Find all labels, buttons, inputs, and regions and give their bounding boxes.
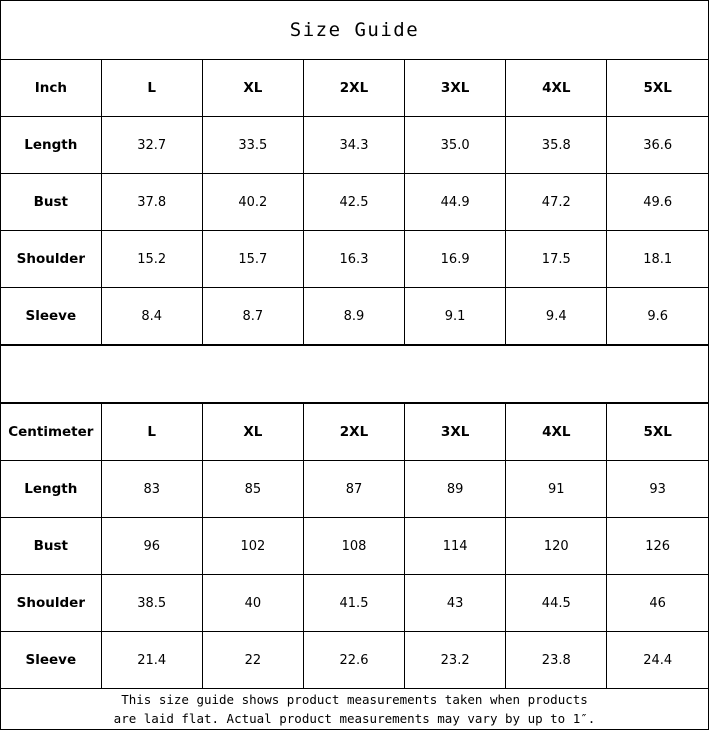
unit-label-inch: Inch	[1, 60, 101, 117]
table-row	[1, 288, 708, 345]
row-label: Shoulder	[1, 231, 101, 288]
measurement-cell: 85	[202, 461, 303, 518]
measurement-cell: 38.5	[101, 575, 202, 632]
measurement-cell: 9.6	[607, 288, 708, 345]
measurement-cell: 36.6	[607, 117, 708, 174]
measurement-cell: 21.4	[101, 632, 202, 689]
measurement-cell: 24.4	[607, 632, 708, 689]
size-table-centimeter	[1, 403, 708, 689]
measurement-cell: 15.7	[202, 231, 303, 288]
measurement-cell: 89	[405, 461, 506, 518]
measurement-cell: 47.2	[506, 174, 607, 231]
row-label: Sleeve	[1, 632, 101, 689]
table-row	[1, 632, 708, 689]
measurement-cell: 93	[607, 461, 708, 518]
table-header-row	[1, 60, 708, 117]
measurement-cell: 126	[607, 518, 708, 575]
measurement-cell: 9.4	[506, 288, 607, 345]
measurement-cell: 40	[202, 575, 303, 632]
table-separator	[1, 345, 708, 403]
table-row	[1, 518, 708, 575]
unit-label-centimeter: Centimeter	[1, 404, 101, 461]
measurement-cell: 22	[202, 632, 303, 689]
measurement-cell: 114	[405, 518, 506, 575]
measurement-cell: 16.9	[405, 231, 506, 288]
measurement-cell: 91	[506, 461, 607, 518]
measurement-cell: 42.5	[303, 174, 404, 231]
measurement-cell: 9.1	[405, 288, 506, 345]
measurement-cell: 8.9	[303, 288, 404, 345]
column-header-size: 2XL	[303, 404, 404, 461]
row-label: Sleeve	[1, 288, 101, 345]
table-row	[1, 575, 708, 632]
measurement-cell: 43	[405, 575, 506, 632]
measurement-cell: 22.6	[303, 632, 404, 689]
column-header-size: 5XL	[607, 404, 708, 461]
column-header-size: 5XL	[607, 60, 708, 117]
measurement-cell: 44.5	[506, 575, 607, 632]
measurement-cell: 17.5	[506, 231, 607, 288]
measurement-cell: 40.2	[202, 174, 303, 231]
row-label: Length	[1, 461, 101, 518]
measurement-cell: 33.5	[202, 117, 303, 174]
column-header-size: L	[101, 404, 202, 461]
measurement-cell: 46	[607, 575, 708, 632]
column-header-size: 3XL	[405, 60, 506, 117]
table-row	[1, 461, 708, 518]
column-header-size: XL	[202, 404, 303, 461]
row-label: Length	[1, 117, 101, 174]
size-table-inch	[1, 59, 708, 345]
table-header-row	[1, 404, 708, 461]
measurement-cell: 23.2	[405, 632, 506, 689]
measurement-cell: 8.4	[101, 288, 202, 345]
measurement-cell: 44.9	[405, 174, 506, 231]
measurement-cell: 35.0	[405, 117, 506, 174]
note-line-1: This size guide shows product measurements taken when products	[121, 692, 588, 707]
measurement-cell: 49.6	[607, 174, 708, 231]
measurement-cell: 18.1	[607, 231, 708, 288]
measurement-cell: 35.8	[506, 117, 607, 174]
column-header-size: L	[101, 60, 202, 117]
measurement-cell: 41.5	[303, 575, 404, 632]
measurement-cell: 23.8	[506, 632, 607, 689]
column-header-size: 4XL	[506, 404, 607, 461]
table-row	[1, 231, 708, 288]
row-label: Shoulder	[1, 575, 101, 632]
table-row	[1, 117, 708, 174]
row-label: Bust	[1, 518, 101, 575]
column-header-size: 4XL	[506, 60, 607, 117]
column-header-size: 2XL	[303, 60, 404, 117]
column-header-size: XL	[202, 60, 303, 117]
table-row	[1, 174, 708, 231]
measurement-cell: 87	[303, 461, 404, 518]
measurement-cell: 37.8	[101, 174, 202, 231]
measurement-cell: 34.3	[303, 117, 404, 174]
measurement-cell: 108	[303, 518, 404, 575]
measurement-cell: 32.7	[101, 117, 202, 174]
measurement-cell: 15.2	[101, 231, 202, 288]
note-line-2: are laid flat. Actual product measurements may vary by up to 1″.	[113, 711, 596, 726]
measurement-cell: 120	[506, 518, 607, 575]
measurement-cell: 102	[202, 518, 303, 575]
column-header-size: 3XL	[405, 404, 506, 461]
size-guide-note	[1, 689, 708, 729]
measurement-cell: 96	[101, 518, 202, 575]
page-title: Size Guide	[289, 19, 420, 41]
measurement-cell: 16.3	[303, 231, 404, 288]
row-label: Bust	[1, 174, 101, 231]
measurement-cell: 8.7	[202, 288, 303, 345]
measurement-cell: 83	[101, 461, 202, 518]
